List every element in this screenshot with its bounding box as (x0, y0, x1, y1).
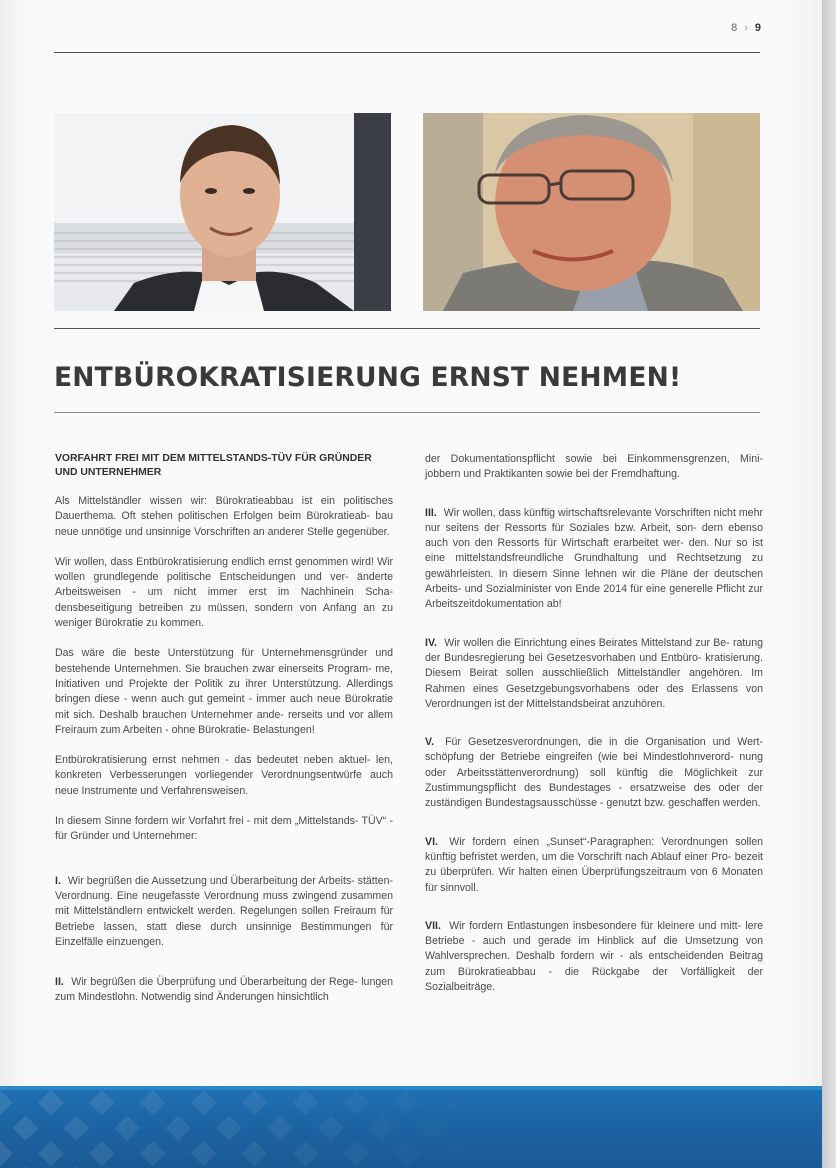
demand-point (55, 975, 393, 1006)
page-number-current: 9 (754, 22, 762, 34)
point-number: VI. (425, 835, 438, 848)
point-number: I. (55, 874, 61, 887)
paragraph: Wir wollen, dass Entbürokratisierung endlich ernst genommen wird! Wir wollen grundlegende politische Entscheidungen und ver- änderte Arbeitsweisen - um nicht immer erst im Nachhinein Scha- densbeseitigung betreiben zu müssen, sondern von Anfang an zu weniger Bürokratie zu kommen. (55, 555, 393, 630)
page-numbers (700, 22, 762, 34)
spacer (55, 965, 393, 975)
paragraph: Das wäre die beste Unterstützung für Unternehmensgründer und bestehende Unternehmen. Sie brauchen zwar einerseits Program- me, Initiativen und Projekte der Politik zu ihrer Unterstützung. Allerdings bringen diese - wenn auch gut gemeint - immer auch neue Bürokratie mit sich. Deshalb brauchen Unternehmer ande- rerseits und vor allem Freiraum zum Arbeiten - ohne Bürokratie- Belastungen! (55, 647, 393, 736)
demand-point (425, 735, 763, 811)
section-subheading: VORFAHRT FREI MIT DEM MITTELSTANDS-TÜV FÜR GRÜNDER UND UNTERNEHMER (55, 453, 372, 478)
paragraph-continuation: der Dokumentationspflicht sowie bei Einkommensgrenzen, Mini- jobbern und Praktikanten sowie bei der Fremdhaftung. (425, 453, 763, 481)
page-edge (822, 0, 836, 1168)
photo-icon (423, 113, 760, 311)
right-column (425, 452, 763, 1010)
left-column (55, 452, 393, 1021)
point-text: Wir fordern einen „Sunset“-Paragraphen: Verordnungen sollen künftig befristet werden, um die Vorschrift nach Ablauf einer Pro- bezeit zu überprüfen. Wir halten einen Überprüfungszeitraum von 6 Monaten für sinnvoll. (425, 835, 763, 894)
headline-rule (54, 412, 760, 413)
top-rule (54, 52, 760, 53)
point-text: Wir fordern Entlastungen insbesondere für kleinere und mitt- lere Betriebe - auch und gerade im Hinblick auf die Umsetzung von Wahlversprechen. Deshalb fordern wir - als entscheidenden Beitrag zum Bürokratieabbau - die Rückgabe der Vorfälligkeit der Sozialbeiträge. (425, 919, 763, 994)
point-text: Wir begrüßen die Aussetzung und Überarbeitung der Arbeits- stätten-Verordnung. Eine neugefasste Verordnung muss zwingend zusammen mit Mittelständlern entwickelt werden. Regelungen sollen Freiraum für Betriebe lassen, statt diese durch unsinnige Bestimmungen für Einzelfälle einzuengen. (55, 874, 393, 948)
spacer (425, 628, 763, 636)
point-number: IV. (425, 636, 437, 649)
point-text: Wir wollen, dass künftig wirtschaftsrelevante Vorschriften nicht mehr nur seitens der Ressorts für Soziales bzw. Arbeit, son- dern ebenso auch von den Ressorts für Wirtschaft erarbeitet wer- den. Nur so ist eine mittelstandsfreundliche Grundhaltung und Rechtsetzung zu gewährleisten. In diesem Sinne lehnen wir die Pläne der deutschen Arbeits- und Sozialminister von Ende 2014 für eine generelle Pflicht zur Arbeitszeitdokumentation ab! (425, 506, 763, 611)
portrait-woman-photo (423, 113, 760, 311)
point-text: Für Gesetzesverordnungen, die in die Organisation und Wert- schöpfung der Betriebe eingreifen (wie bei Mindestlohnverord- nung oder Arbeitsstättenverordnung) soll künftig die Möglichkeit zur Zustimmungspflicht des Bundestages - ersatzweise des oder der zuständigen Bundestagsausschüsse - genutzt bzw. geschaffen werden. (425, 736, 763, 810)
paragraph: In diesem Sinne fordern wir Vorfahrt frei - mit dem „Mittelstands- TÜV“ - für Gründer und Unternehmer: (55, 815, 393, 843)
page-headline: ENTBÜROKRATISIERUNG ERNST NEHMEN! (54, 362, 682, 393)
point-number: II. (55, 976, 64, 989)
spacer (425, 727, 763, 735)
demand-point (55, 874, 393, 950)
footer-band (0, 1090, 822, 1168)
point-number: VII. (425, 919, 441, 932)
paragraph: Entbürokratisierung ernst nehmen - das bedeutet neben aktuel- len, konkreten Verbesserungen vorliegender Verordnungsentwürfe auch neue Instrumente und Verfahrensweisen. (55, 754, 393, 797)
point-number: V. (425, 736, 435, 749)
demand-point (425, 919, 763, 995)
demand-point (425, 506, 763, 613)
paragraph: Als Mittelständler wissen wir: Bürokratieabbau ist ein politisches Dauerthema. Oft stehen politischen Erfolgen beim Bürokratieab- bau neue unnötige und unsinnige Vorschriften an anderer Stelle gegenüber. (55, 495, 393, 538)
point-number: III. (425, 506, 437, 519)
point-text: Wir wollen die Einrichtung eines Beirates Mittelstand zur Be- ratung der Bundesregierung bei Gesetzesvorhaben und Entbüro- kratisierung. Diesem Beirat sollen ausschließlich Mittelständler angehören. Im Rahmen eines Gesetzgebungsvorhabens oder des Erlassens von Verordnungen ist der Mittelstandsbeirat anzuhören. (425, 636, 763, 710)
demand-point (425, 636, 763, 712)
spacer (425, 827, 763, 835)
spacer (425, 498, 763, 506)
page-number-left: 8 (731, 22, 739, 34)
point-text: Wir begrüßen die Überprüfung und Überarbeitung der Rege- lungen zum Mindestlohn. Notwendig sind Änderungen hinsichtlich (55, 976, 394, 1004)
spacer (55, 860, 393, 874)
photo-icon (54, 113, 391, 311)
spacer (425, 911, 763, 919)
photo-bottom-rule (54, 328, 760, 329)
diamond-pattern-icon (0, 1090, 822, 1168)
page-separator: › (744, 22, 749, 34)
demand-point (425, 835, 763, 896)
portrait-man-photo (54, 113, 391, 311)
